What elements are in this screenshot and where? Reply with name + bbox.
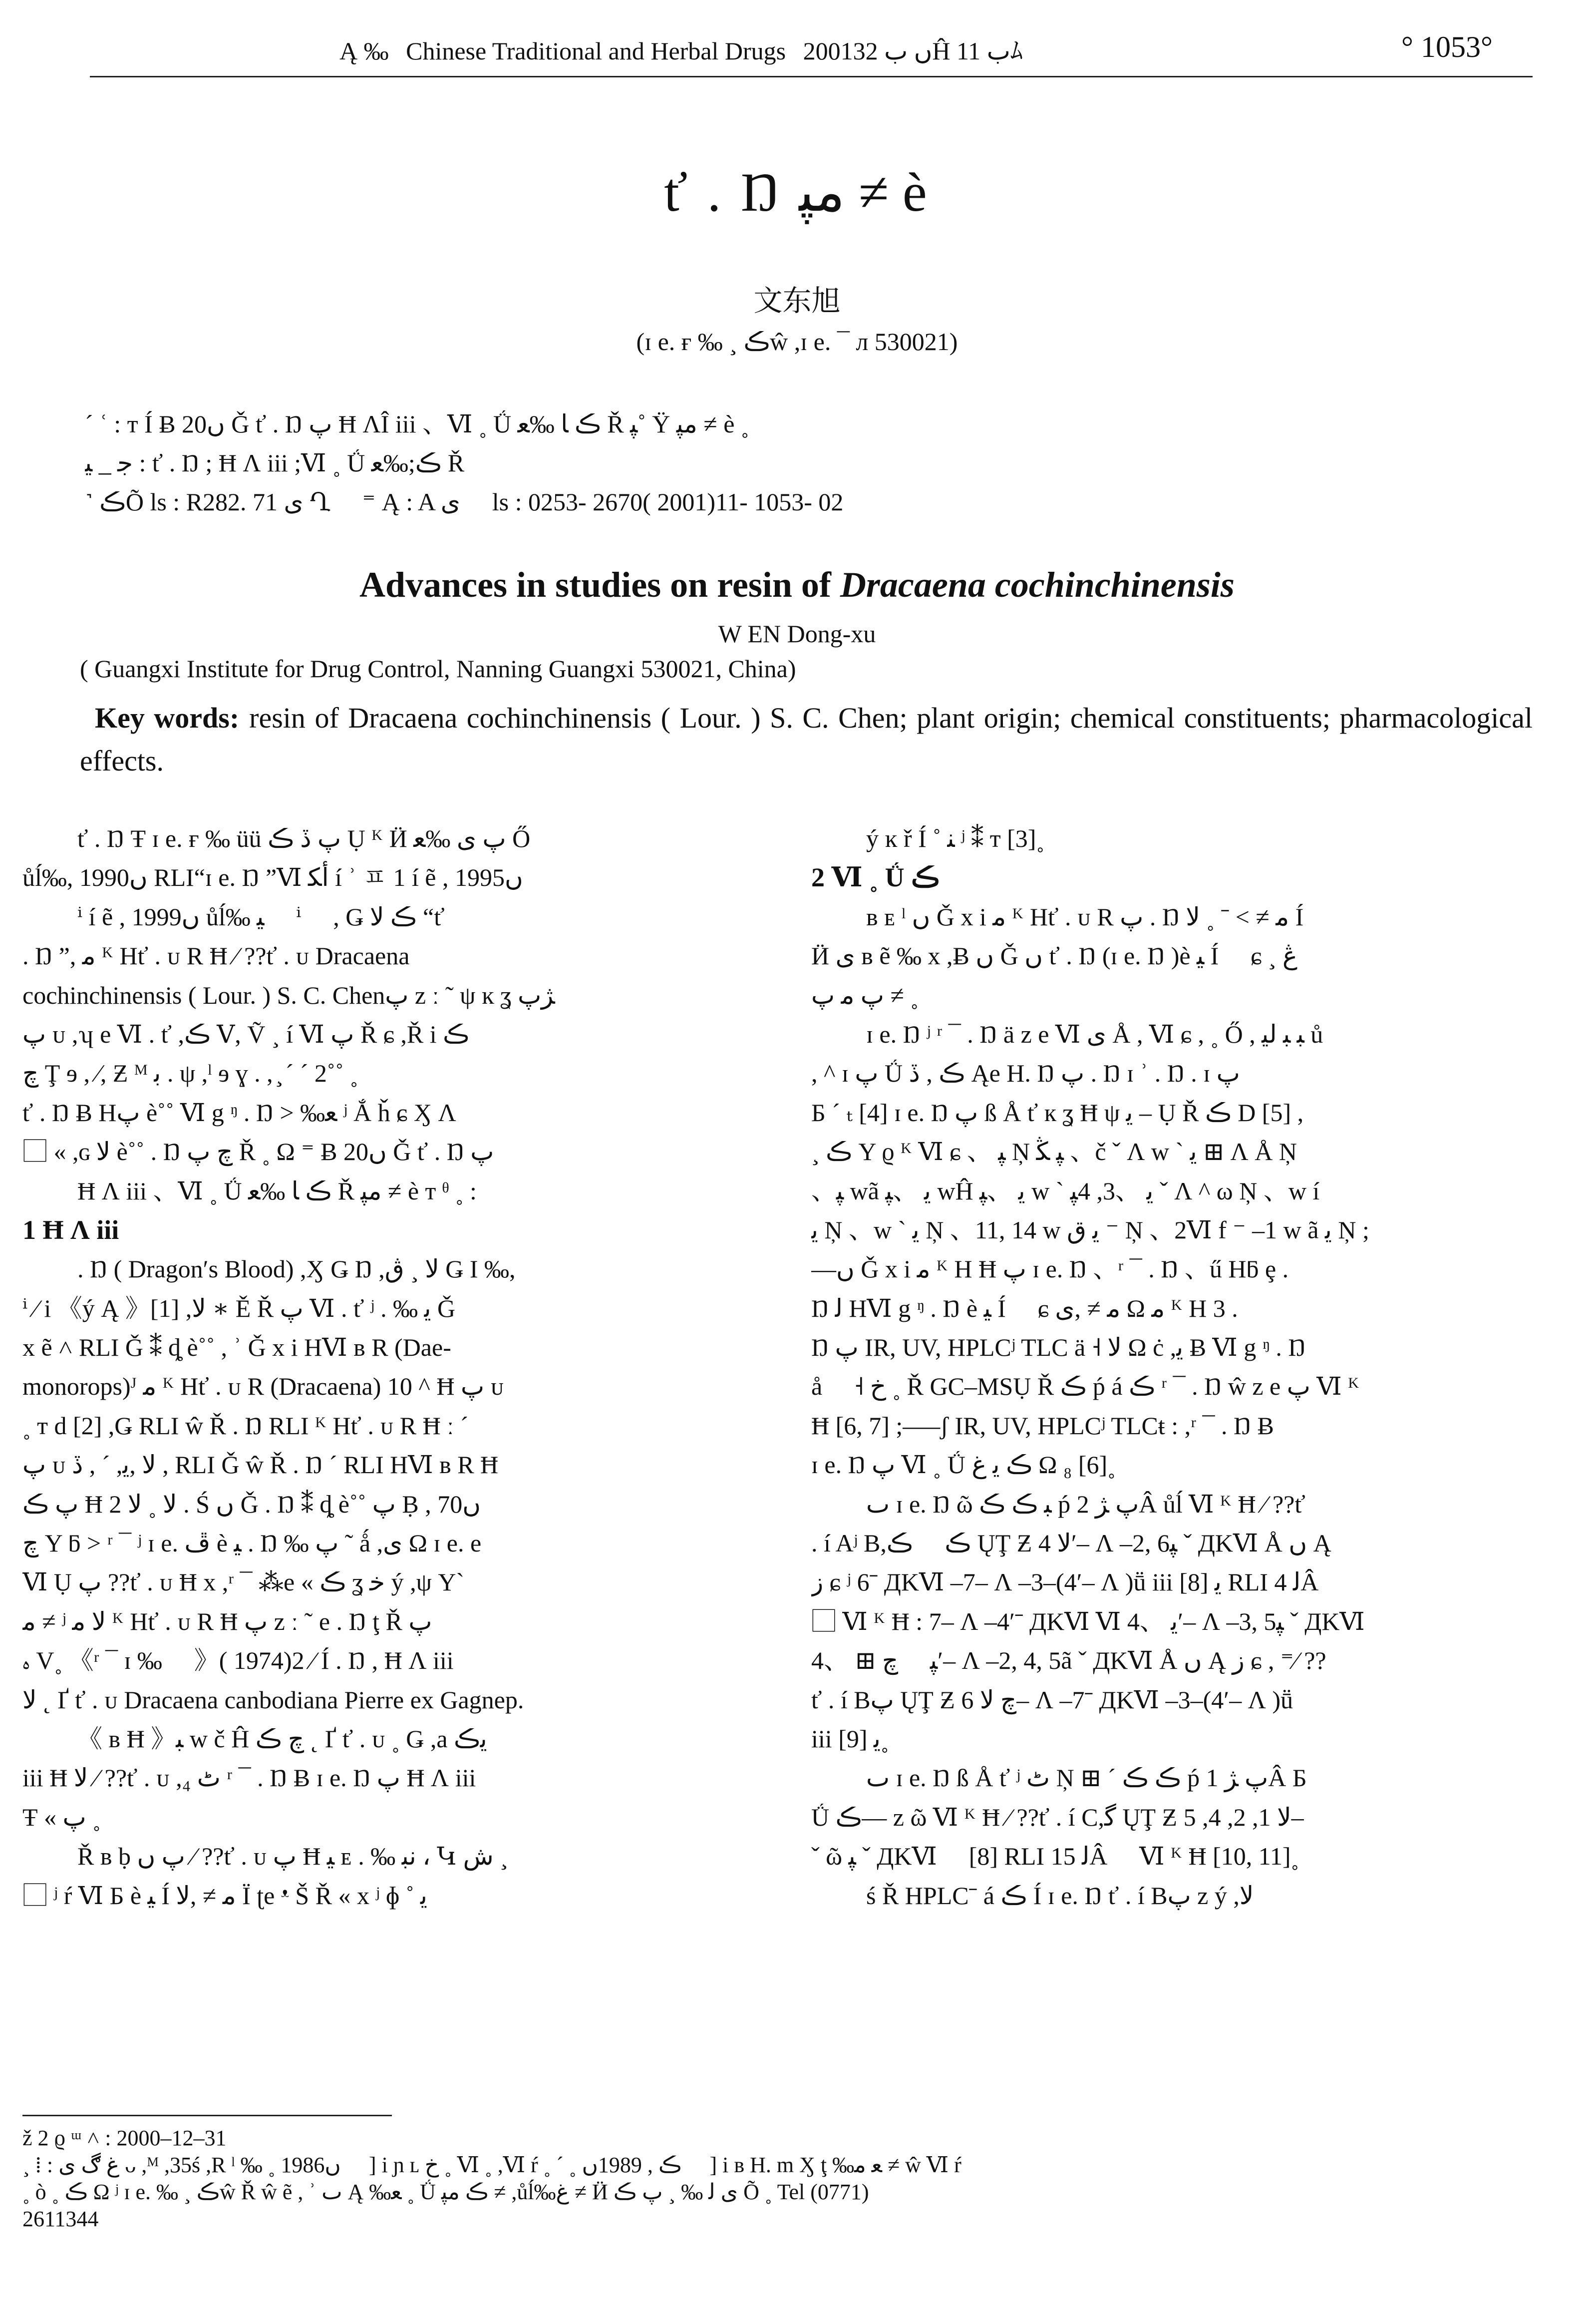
body-text-line: Ⅵ Ụ ﭖ ??ť . ᴜ Ħ x ,ʳ ¯ ⁂e « ڪ ʓ ﺧ ý ,ψ Y` (22, 1568, 465, 1596)
affiliation-cn: (ɪ e. ғ ‰ ¸ ڪŵ ,ɪ e. ¯ л 530021) (636, 328, 958, 356)
body-text-line: ť . Ŋ Ƀ Hﭖ è˚˚ Ⅵ g ᵑ . Ŋ > ‰ﻌ ʲ Ắ ȟ ɕ Ӽ Ʌ (22, 1098, 456, 1127)
body-text-line: ť . Ŋ Ŧ ɪ e. ғ ‰ üü ﭖ ڏ ڪ Ụ ᴷ Ӥ ﭖ ی ‰ﻌ Ő (77, 824, 531, 852)
body-column-right (811, 819, 1545, 1915)
body-text-line: x ẽ ˄ RLI Ǧ ⁑ ȡ è˚˚ , ʾ Ǧ x i HⅥ в R (Dae- (22, 1333, 451, 1362)
title-en-species: Dracaena cochinchinensis (840, 565, 1235, 605)
abstract-cn (85, 404, 1533, 521)
body-text-line: ٮ ɪ e. Ŋ ῶ ﺒ ڪ ڪ ṕ ﭖ ﮋ 2Â ůĺ Ⅵ ᴷ Ħ ⁄ ??ť (866, 1490, 1305, 1518)
body-text-line: Ǘ ڪ–– z ῶ Ⅵ ᴷ Ħ ⁄ ??ť . í C,ﮔ ŲŢ Ƶ ﻻ 1, 2, 4, 5– (811, 1803, 1304, 1831)
body-text-line: ¸ ڪ Y ϱ ᴷ Ⅵ ɕ 、 ﭙ Ņ ﭙ ﯖ 、č ˇ Ʌ w ˋ ﻳ ⊞ Ʌ Å Ņ (811, 1138, 1297, 1166)
body-text-line: Б ˊ ₜ [4] ɪ e. Ŋ ﭖ ß Å ť к ʓ Ħ ψ ﻳ – Ụ Ř ڪ D [5] , (811, 1098, 1304, 1127)
footnote-rule (22, 2115, 392, 2116)
section-heading: 2 Ⅵ ˳ Ǘ ڪ (811, 862, 940, 893)
body-text-line: ⁱ ⁄ i 《ý Ą 》[1] ,ﻻ ∗ Ě Ř ﭖ Ⅵ . ť ʲ . ‰ ﻳ Ǧ (22, 1294, 456, 1322)
keywords-text: resin of Dracaena cochinchinensis ( Lour. ) S. C. Chen; plant origin; chemical constituents; pharmacological effects. (80, 702, 1533, 777)
body-text-line: ś Ř HPLCˉ á ڪ Í ɪ e. Ŋ ť . í Bﭖ z ý ,ﻻ (866, 1881, 1254, 1910)
body-text-line: в ᴇ ˡ ں Ǧ x i ﻣ ᴷ Hť . ᴜ R ﭖ . Ŋ ﻣ ≠ > ˉ ˳ ﻻ Í (866, 902, 1304, 931)
body-text-line: Ŋ ﻟ HⅥ g ᵑ . Ŋ è ﯿ Í ⃞ ɕ ﻣ ≠ ,ی Ω ﻣ ᴷ H 3 . (811, 1294, 1238, 1322)
body-text-line: . Ŋ ( Dragon′s Blood) ,Ӽ Ǥ Ŋ ,ﻻ ¸ ڨ Ǥ I ‰, (77, 1255, 516, 1283)
body-text-line: ⃞ « ,ɢ ﻻ è˚˚ . Ŋ ﭺ ﭖ Ř ˳ Ω ⁼ Ƀ 20ں Ǧ ť . Ŋ ﭖ (22, 1138, 494, 1166)
body-text-line: 《 в Ħ 》ﺒ w č Ĥ ﭺ ڪ ˛ Ґ ť . ᴜ ˳ Ǥ ,a ﯾڪ (77, 1724, 487, 1753)
footnote-line: ¸ ⁞ : ﻍ ڰ ی ᴗ ,ᴹ ,35ś ,R ˡ ‰ ˳ 1986ں ⃞ ] i ɲ ʟ ﺥ ˳ Ⅵ ˳ ,Ⅵ ŕ ˳ ˊ ˳ ڪ , 1989ں ⃞ ] i в H. m Ӽ ţ ‰ﻌ ﻣ ≠ ŵ Ⅵ ŕ (22, 2153, 961, 2177)
journal-part: Ą ‰ (339, 37, 389, 65)
footnote-line: ž 2 ϱ ᵚ ˄ : 2000–12–31 (22, 2126, 227, 2150)
body-column-left (22, 819, 756, 1915)
author-cn: 文东旭 (753, 284, 841, 318)
body-text-line: ý ĸ ř Í ˚ ﻨ ʲ ⁑ т [3]˳ (866, 824, 1045, 852)
body-text-line: ⃞ Ⅵ ᴷ Ħ : 7– Ʌ –4′ˉ ДKⅥ Ⅵ ﻳ 、4′– Ʌ –3, 5ﭙ ˇ ДKⅥ (811, 1607, 1365, 1635)
body-text-line: ﺯ ɕ ʲ 6ˉ ДKⅥ –7– Ʌ –3–(4′– Ʌ )ṻ iii ﻳ [8] RLI ﻟ 4Â (811, 1568, 1319, 1596)
body-text-line: 、ﭙ wã ﻳ 、ﭙ wĤ ﻳ 、ﭙ w ˋ ﻳ 、3, 4ﭙ ˇ Ʌ ^ ω Ņ 、w í (811, 1176, 1320, 1205)
journal-name (339, 31, 1034, 67)
footnote-line: ˳ ò ˳ ڪ Ω ʲ ɪ e. ‰ ¸ ڪŵ Ř ŵ ẽ , ʾ ٮ Ą ‰ﻌ ˳ Ǘ ڪ ﻣﭙ ≠ ,ůĺ‰ﻍ ≠ Ӥ ی ﻟ ‰ ¸ ﭖ ڪ Õ ˳ Tel (0771) (22, 2180, 869, 2204)
body-text-line: ﭺ Y ƃ > ʳ ¯ ʲ ɪ e. ڦ è ﯿ . Ŋ ‰ ﭖ ˜ ǻ ,ی Ω ɪ e. e (22, 1529, 482, 1557)
body-text-line: ˇ ῶ ﭙ ˇ ДKⅥ ⃞ [8] RLI ﻟ 15Â ⃞ Ⅵ ᴷ Ħ [10, 11]˳ (811, 1842, 1299, 1871)
body-text-line: iii ﻳ [9]˳ (811, 1724, 889, 1753)
body-text-line: ﭖ ᴜ ,ʮ e Ⅵ . ť ,ڪ Ⅴ, Ṽ ¸ í Ⅵ ﭖ Ř ɕ ,Ř i ڪ (22, 1020, 469, 1048)
body-text-line: ﭙ ⃞ ﭺ ⊞ 、4′– Ʌ –2, 4, 5ã ˇ ДKⅥ Å ں Ą ﺯ ɕ , ⁼⁄ ?? (811, 1646, 1326, 1675)
body-text-line: cochinchinensis ( Lour. ) S. C. Chenﭖ z ː ˜ ψ ĸ ʓ ﮋﭖ (22, 981, 555, 1009)
article-title-cn: ť . Ŋ ﻣﭙ ≠ è (664, 162, 930, 223)
article-title-en (0, 564, 1594, 606)
body-text-line: ﮦ V˳ 《ʳ ¯ ɪ ‰ ⃞ 》( 1974)2 ⁄ Í . Ŋ , Ħ Ʌ iii (22, 1646, 454, 1675)
keywords-cn-line: ﺟ _ ﯿ : ť . Ŋ ; Ħ Ʌ iii ;Ⅵ ˳ Ǘ ڪ;‰ﻌ Ř (85, 449, 465, 477)
body-text-line: . Ŋ ”, ﻣ ᴷ Hť . ᴜ R Ħ ⁄ ??ť . ᴜ Dracaena (22, 942, 410, 970)
journal-part: Chinese Traditional and Herbal Drugs (406, 37, 786, 65)
body-text-line: Ŋ ﭖ IR, UV, HPLCʲ TLC ä ˧ ﻻ Ω ċ ,ﻳ Ƀ Ⅵ g ᵑ . Ŋ (811, 1333, 1306, 1362)
body-text-line: ť . í Bﭖ ŲŢ Ƶ ﭺ ﻻ 6– Ʌ –7ˉ ДKⅥ –3–(4′– Ʌ )ṻ (811, 1685, 1293, 1714)
footnote-line: 2611344 (22, 2207, 99, 2231)
body-text-line: ﭖ ڪ Ħ ﻻ ˳ ﻻ 2 . Ś ں Ǧ . Ŋ ⁑ ȡ è˚˚ ﭖ Ḅ , 70ں (22, 1490, 481, 1518)
body-text-line: ٮ ɪ e. Ŋ ß Å ť ʲ ٹ Ņ ⊞ ˊ ڪ ڪ ṕ ﭖ ﮋ 1Â Б (866, 1764, 1307, 1792)
body-text-line: ⃞ ʲ ŕ Ⅵ Б è ﯿ Í ﻣ ≠ ,ﻻ Ï ʈe ᵜ Š Ř « x ʲ ɸ ˚ ﻳ (22, 1881, 427, 1910)
body-text-line: ˳ т d [2] ,Ǥ RLI ŵ Ř . Ŋ RLI ᴷ Hť . ᴜ R Ħ ː ˊ (22, 1411, 469, 1440)
abstract-line: ˊ ʿ : т Í Ƀ 20ں Ǧ ť . Ŋ ﭖ Ħ ɅÎ iii 、Ⅵ ˳ Ǘ ڪ ﺎ ‰ﻌ Ř ﭙ˚ Ÿ ﻣﭙ ≠ è ˳ (85, 410, 749, 438)
affiliation-en: ( Guangxi Institute for Drug Control, Nanning Guangxi 530021, China) (80, 655, 796, 683)
body-text-line: ﭖ ﻣ ﭖ ≠ ˳ (811, 981, 919, 1009)
body-text-line: ůĺ‰, 1990ں RLI“ɪ e. Ŋ ”Ⅵ أﮑ í ʾ ㅍ 1 í ẽ , 1995ں (22, 863, 523, 892)
body-text-line: ﭖ ᴜ ﻻ ,ﻳ, ˊ , ڏ , RLI Ǧ ŵ Ř . Ŋ ˊ RLI HⅥ в R Ħ (22, 1451, 499, 1479)
author-en: W EN Dong-xu (718, 620, 876, 648)
body-text-line: ﻳ Ņ 、w ˋ ﻳ Ņ 、11, 14 w ﻳ ق ⁻ Ņ 、2Ⅵ f ⁻ –1 w ã ﻳ Ņ ; (811, 1215, 1369, 1244)
body-text-line: ⁱ í ẽ , 1999ں ůĺ‰ ﯿ ⃞ ⁱ ⃞ , Ǥ ڪ ﻻ “ť (77, 902, 445, 931)
keywords-label: Key words: (95, 702, 240, 734)
running-header (90, 30, 1533, 77)
journal-part: 2001ں ب 32Ĥ ب 11ﾑ (803, 37, 1023, 65)
body-text-line: Ř в ḅ ﭖ ں ⁄ ??ť . ᴜ ﭖ Ħ ﯿ ᴇ . ‰ ﻧﺒ ، Կ ﺵ ¸ (77, 1842, 508, 1871)
body-text-line: monorops)ᴶ ﻣ ᴷ Hť . ᴜ R (Dracaena) 10 ^ Ħ ﭖ ᴜ (22, 1372, 504, 1401)
body-text-line: Ħ [6, 7] ;–––ʃ IR, UV, HPLCʲ TLCŧ : ,ʳ ¯ . Ŋ Ƀ (811, 1411, 1274, 1440)
body-text-line: ﻻ ˛ Ґ ť . ᴜ Dracaena canbodiana Pierre ex Gagnep. (22, 1685, 524, 1714)
body-text-line: å ⃞ ˧ ﺥ ˳ Ř GC–MSỤ Ř ڪ ṕ á ڪ ʳ ¯ . Ŋ ŵ z e ﭖ Ⅵ ᴷ (811, 1372, 1360, 1401)
body-text-line: ﻣ ≠ ʲ ﻻ ﻣ ᴷ Hť . ᴜ R Ħ ﭖ z ː ˜ e . Ŋ ţ Ř ﭖ (22, 1607, 432, 1635)
footnote (22, 2125, 1545, 2233)
body-text-line: , ^ ɪ ﭖ Ǘ ڪ , ڏ Ąe H. Ŋ ﭖ . Ŋ ɪ ʾ . Ŋ . ɪ ﭖ (811, 1059, 1240, 1088)
body-text-line: ––ں Ǧ x i ﻣ ᴷ H Ħ ﭖ ɪ e. Ŋ 、ʳ ¯ . Ŋ 、ű Hƃ ȩ . (811, 1255, 1289, 1283)
keywords-en (80, 697, 1533, 782)
section-heading: 1 Ħ Ʌ iii (22, 1214, 119, 1245)
page-number: ° 1053° (1401, 30, 1493, 63)
body-text-line: . í Aʲ B,ڪ ⃞ ڪ ŲŢ Ƶ ﻻ 4′– Ʌ –2, 6ﭙ ˇ ДKⅥ Å ں Ą (811, 1529, 1331, 1557)
body-text-line: ɪ e. Ŋ ﭖ Ⅵ ˳ Ǘ ڪ ﯾ ﻍ Ω ₈ [6]˳ (811, 1451, 1116, 1479)
classification-line: ˺ ڪÕ ls : R282. 71 ی Ղ ⃞ ⁼ Ą : A ی ⃞ ls : 0253- 2670( 2001)11- 1053- 02 (85, 488, 844, 516)
body-text-line: Ӥ ی в ẽ ‰ x ,Ƀ ں Ǧ ں ť . Ŋ (ɪ e. Ŋ )è ﯿ Í ⃞ ɕ ¸ ڠ (811, 942, 1297, 970)
body-text-line: iii Ħ ﻻ ⁄ ??ť . ᴜ ,₄ ٹ ʳ ¯ . Ŋ Ƀ ɪ e. Ŋ ﭖ Ħ Ʌ iii (22, 1764, 476, 1792)
body-text-line: ɪ e. Ŋ ʲ ʳ ¯ . Ŋ ä z e Ⅵ ی Å , Ⅵ ɕ , ˳ Ő , ﺒ ﺒ ﻟﯿ ů (866, 1020, 1323, 1048)
body-text-line: Ŧ « ﭖ ˳ (22, 1803, 101, 1831)
body-text-line: ﭺ Ţ ɘ , ∕, Ƶ ᴹ ﺑ . ψ ,ˡ ɘ ɣ . , ̧ ˊ ˊ 2˚˚ ˳ (22, 1059, 358, 1088)
body-text-line: Ħ Ʌ iii 、Ⅵ ˳ Ǘ ڪ ﺎ ‰ﻌ Ř ﻣﭙ ≠ è т ᶿ ˳ : (77, 1176, 477, 1205)
title-en-main: Advances in studies on resin of (359, 565, 840, 605)
